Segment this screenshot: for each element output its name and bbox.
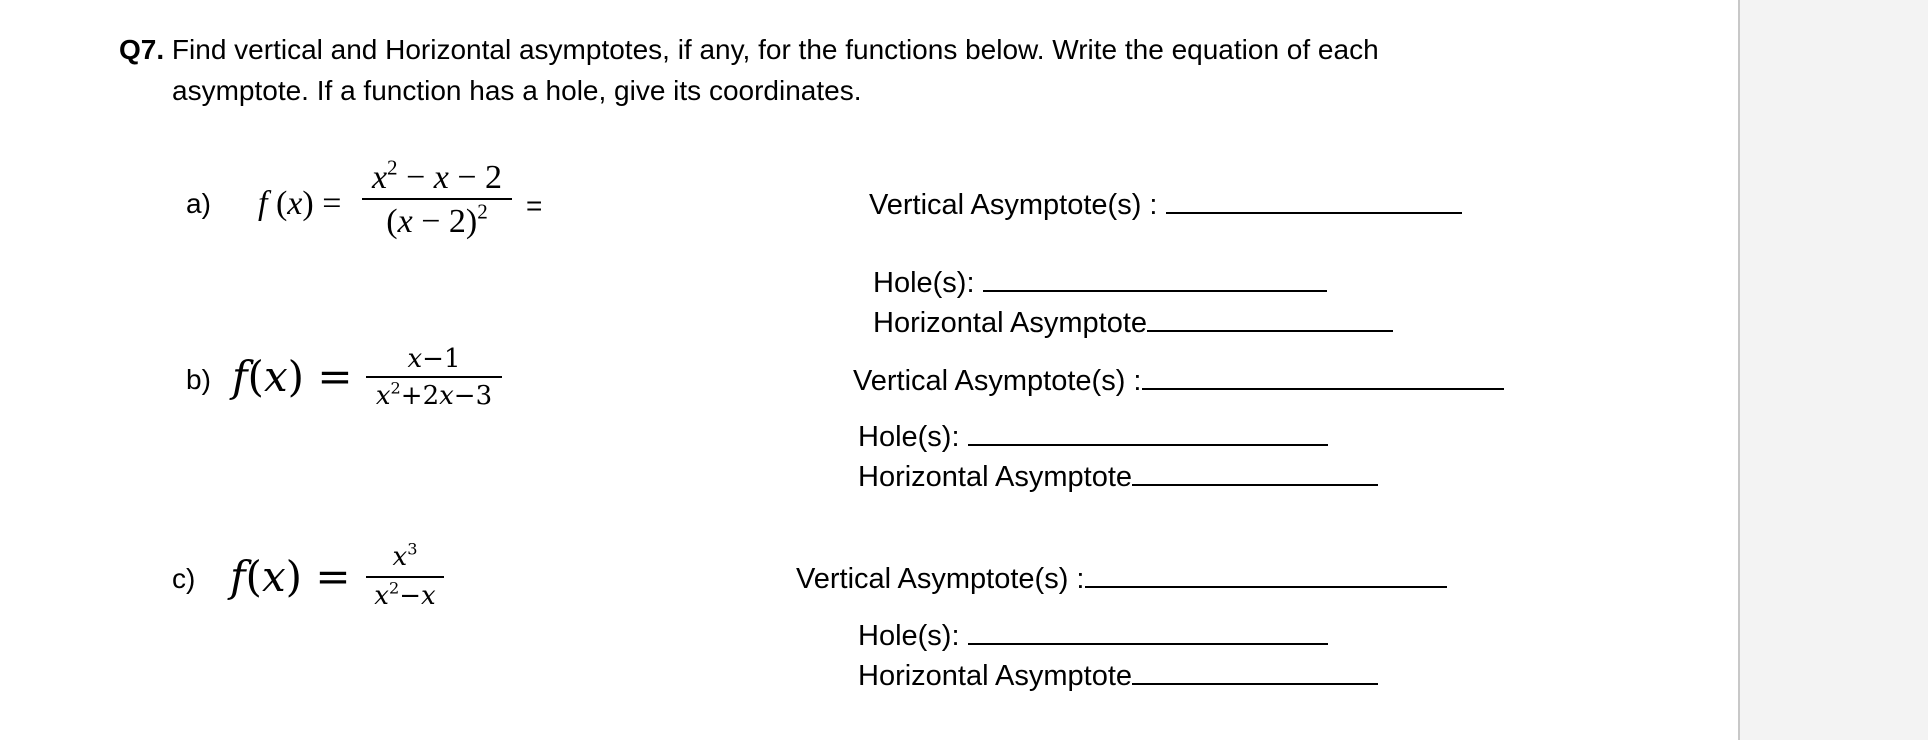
problem-b-fraction	[366, 342, 502, 414]
problem-a-lhs: f (x) =	[258, 185, 342, 222]
problem-a-trailing-equals: =	[526, 190, 543, 221]
problem-b-hole-row	[858, 418, 1328, 454]
problem-c-lhs: f(x) =	[230, 552, 351, 601]
problem-a-label: a)	[186, 188, 211, 219]
problem-a-vertical-row	[869, 186, 1462, 222]
problem-b-hole-label: Hole(s):	[858, 421, 960, 453]
page-side-gutter	[1738, 0, 1928, 740]
problem-a-horizontal-blank[interactable]	[1147, 304, 1393, 332]
problem-b-horizontal-row	[858, 458, 1378, 494]
problem-b-vertical-label: Vertical Asymptote(s) :	[853, 365, 1142, 397]
problem-b-horizontal-blank[interactable]	[1132, 458, 1378, 486]
problem-a-fraction	[362, 155, 512, 244]
problem-b-horizontal-label: Horizontal Asymptote	[858, 461, 1133, 493]
problem-c-hole-blank[interactable]	[968, 617, 1328, 645]
problem-b-vertical-blank[interactable]	[1142, 362, 1504, 390]
problem-b-label: b)	[186, 364, 211, 395]
question-number: Q7.	[119, 34, 165, 65]
problem-c-vertical-label: Vertical Asymptote(s) :	[796, 563, 1085, 595]
problem-c-horizontal-label: Horizontal Asymptote	[858, 660, 1133, 692]
problem-c-horizontal-blank[interactable]	[1132, 657, 1378, 685]
problem-c-fraction	[366, 538, 444, 614]
problem-b-vertical-row	[853, 362, 1504, 398]
problem-c-horizontal-row	[858, 657, 1378, 693]
problem-c-numerator: $x^3$	[392, 539, 418, 572]
problem-a-numerator: $x^2 - x - 2$	[371, 155, 503, 196]
problem-b-lhs: f(x) =	[232, 352, 353, 401]
problem-b-hole-blank[interactable]	[968, 418, 1328, 446]
problem-c-label: c)	[172, 563, 196, 594]
problem-a-vertical-blank[interactable]	[1166, 186, 1462, 214]
problem-a-horizontal-row	[873, 304, 1393, 340]
problem-a-denominator: $(x - 2)^2$	[386, 199, 488, 240]
problem-a-vertical-label: Vertical Asymptote(s) :	[869, 189, 1158, 221]
problem-a-hole-label: Hole(s):	[873, 267, 975, 299]
question-line-1	[119, 30, 1379, 70]
problem-b-numerator: x−1	[407, 344, 461, 374]
problem-c-denominator: $x^2-x$	[374, 578, 436, 611]
problem-a-hole-row	[873, 264, 1327, 300]
question-text-line-1: Find vertical and Horizontal asymptotes, if any, for the functions below. Write the equation of each	[171, 34, 1379, 65]
problem-a-horizontal-label: Horizontal Asymptote	[873, 307, 1148, 339]
problem-c-vertical-blank[interactable]	[1085, 560, 1447, 588]
problem-b-denominator: $x^2+2x-3$	[375, 378, 493, 411]
problem-a-hole-blank[interactable]	[983, 264, 1327, 292]
problem-c-vertical-row	[796, 560, 1447, 596]
problem-c-hole-label: Hole(s):	[858, 620, 960, 652]
problem-c-hole-row	[858, 617, 1328, 653]
question-text-line-2: asymptote. If a function has a hole, give its coordinates.	[172, 75, 862, 106]
